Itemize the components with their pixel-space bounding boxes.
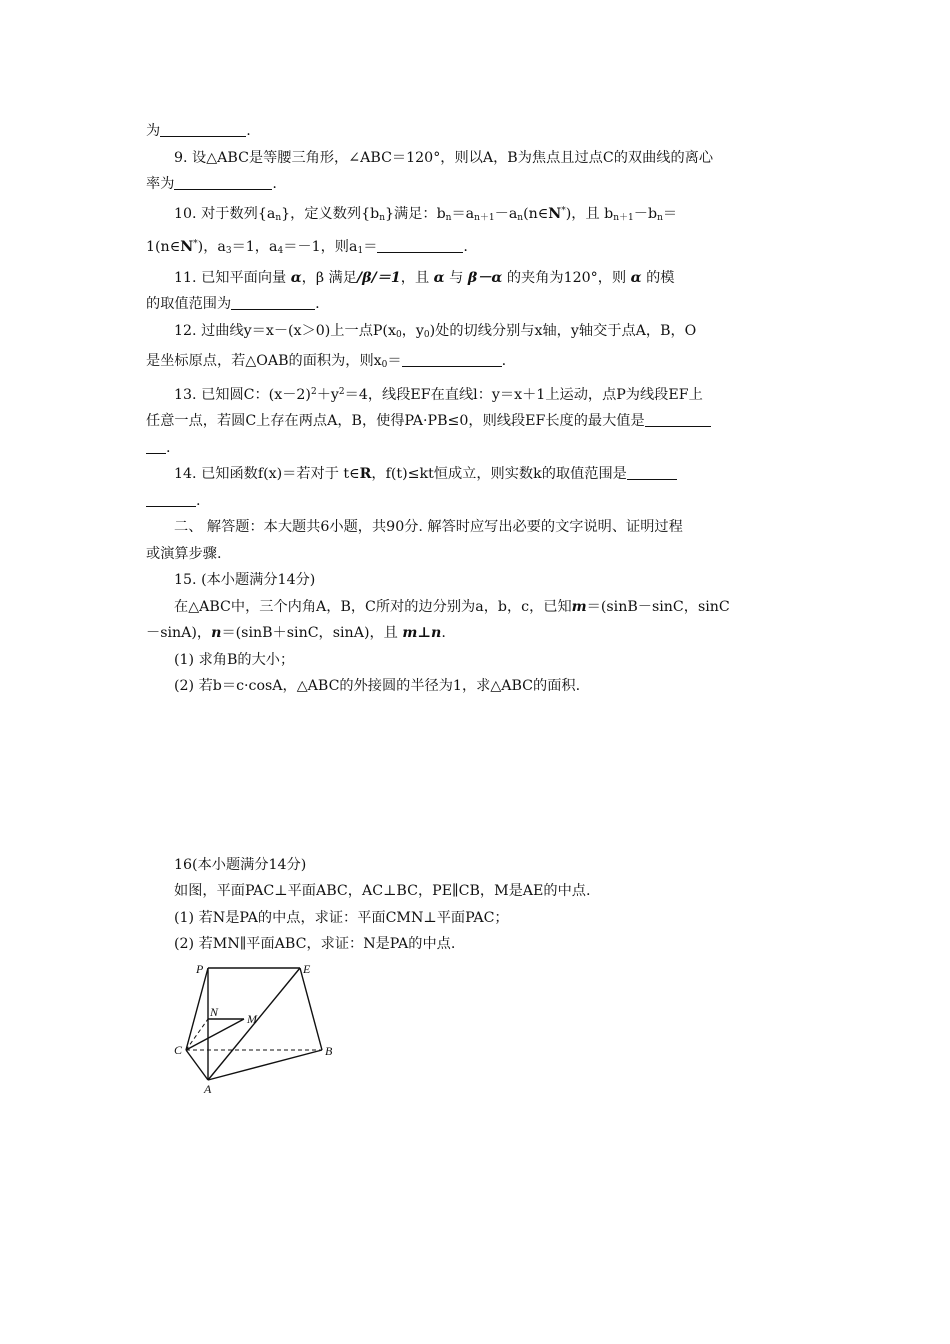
q10-text: ＝－1，则a xyxy=(283,239,358,255)
q10-text: ＝ xyxy=(662,205,678,222)
answer-blank xyxy=(627,465,677,480)
q11-text: 11. 已知平面向量 xyxy=(174,269,291,286)
q13-sup: 2 xyxy=(338,386,345,397)
q12-text: )处的切线分别与x轴，y轴交于点A，B，O xyxy=(429,322,697,339)
q13-text: 13. 已知圆C：(x－2) xyxy=(174,386,311,403)
q10-text: (n∈ xyxy=(523,205,549,222)
q10-sub: n＋1 xyxy=(613,212,634,223)
q14-text: ，f(t)≤kt恒成立，则实数k的取值范围是 xyxy=(371,466,627,482)
question-16-body: 如图，平面PAC⊥平面ABC，AC⊥BC，PE∥CB，M是AE的中点. xyxy=(174,883,591,899)
q15-text: －sinA)， xyxy=(146,625,212,641)
answer-blank xyxy=(146,439,166,454)
q12-sub: 0 xyxy=(423,329,430,340)
q10-sub: n＋1 xyxy=(474,212,495,223)
edge-ca xyxy=(186,1050,208,1080)
question-15-title: 15. (本小题满分14分) xyxy=(174,572,316,588)
section2-line1: 二、 解答题：本大题共6小题，共90分. 解答时应写出必要的文字说明、证明过程 xyxy=(174,519,683,535)
q10-text: }，定义数列{b xyxy=(281,205,380,222)
answer-blank xyxy=(377,238,463,253)
q13-end: . xyxy=(166,439,171,456)
label-b: B xyxy=(325,1043,333,1058)
label-e: E xyxy=(303,961,311,976)
q11-text: 与 xyxy=(444,269,468,286)
q12-sub: 0 xyxy=(395,329,402,340)
question-12 xyxy=(146,318,810,379)
q14-end: . xyxy=(196,492,201,509)
q11-vector-alpha: α xyxy=(433,269,445,286)
q12-end: . xyxy=(501,353,507,369)
q15-perp: m⊥n xyxy=(402,625,442,641)
geometry-figure xyxy=(172,962,352,1098)
question-15-part-1: (1) 求角B的大小； xyxy=(174,651,295,668)
q10-text: －a xyxy=(494,205,518,222)
q15-text: 在△ABC中，三个内角A，B，C所对的边分别为a，b，c，已知 xyxy=(174,598,572,615)
fragment-end: . xyxy=(246,123,251,139)
q10-text: 10. 对于数列{a xyxy=(174,205,276,222)
edge-ab xyxy=(208,1050,322,1080)
q10-sub: 4 xyxy=(277,246,284,256)
question-14 xyxy=(146,461,810,514)
q9-line2: 率为 xyxy=(146,176,175,192)
question-15-part-2: (2) 若b＝c·cosA，△ABC的外接圆的半径为1，求△ABC的面积. xyxy=(174,678,581,694)
label-m: M xyxy=(247,1011,257,1026)
label-p: P xyxy=(196,961,204,976)
q10-end: . xyxy=(463,239,468,255)
q10-text: }满足：b xyxy=(384,205,446,222)
q10-sub: n xyxy=(445,212,452,223)
q15-vector-m: m xyxy=(571,598,587,615)
q10-sub: n xyxy=(275,212,282,223)
q11-vector-diff: β－α xyxy=(467,269,503,286)
q13-sup: 2 xyxy=(310,386,317,397)
q11-norm: /β/＝1 xyxy=(356,269,401,286)
fragment-line xyxy=(146,118,810,145)
q10-sup: * xyxy=(561,205,566,216)
answer-space xyxy=(146,700,810,852)
q10-text: )，且 b xyxy=(565,205,614,222)
q10-sub: n xyxy=(517,212,524,223)
q11-vector-alpha: α xyxy=(630,269,642,286)
q11-text: 的夹角为120°，则 xyxy=(502,269,631,286)
q10-text: ＝ xyxy=(363,239,378,255)
question-11 xyxy=(146,265,810,318)
q9-end: . xyxy=(272,176,277,192)
q10-sub: n xyxy=(657,212,663,223)
q14-text: 14. 已知函数f(x)＝若对于 t∈ xyxy=(174,466,360,482)
section2-line2: 或演算步骤. xyxy=(146,545,222,562)
question-15-body xyxy=(146,594,810,647)
label-a: A xyxy=(204,1081,212,1096)
q10-set-n: N xyxy=(180,239,194,255)
fragment-lead: 为 xyxy=(146,123,161,139)
q11-text: ，β 满足 xyxy=(301,269,357,286)
question-16-title: 16(本小题满分14分) xyxy=(174,856,307,873)
edge-cm xyxy=(186,1019,244,1050)
label-n: N xyxy=(210,1004,219,1019)
q10-sub: 3 xyxy=(225,246,232,256)
q11-end: . xyxy=(315,296,320,312)
edge-cn-hidden xyxy=(186,1019,208,1050)
q13-text: ＋y xyxy=(316,386,339,403)
q13-text: ＝4，线段EF在直线l：y＝x＋1上运动，点P为线段EF上 xyxy=(344,386,703,403)
q15-text: ＝(sinB－sinC，sinC xyxy=(586,598,730,615)
answer-blank xyxy=(160,122,246,137)
edge-pc xyxy=(186,968,208,1050)
q15-vector-n: n xyxy=(211,625,222,641)
question-9 xyxy=(146,145,810,198)
q15-text: ＝(sinB＋sinC，sinA)，且 xyxy=(221,625,403,641)
q11-text: 的模 xyxy=(641,269,675,286)
question-13 xyxy=(146,379,810,462)
q10-set-n: N xyxy=(548,205,562,222)
q11-line2: 的取值范围为 xyxy=(146,296,232,312)
answer-blank xyxy=(231,295,315,310)
answer-blank xyxy=(174,175,272,190)
answer-blank xyxy=(402,352,502,367)
question-16-part-2: (2) 若MN∥平面ABC，求证：N是PA的中点. xyxy=(174,936,456,952)
label-c: C xyxy=(174,1042,183,1057)
question-10 xyxy=(146,198,810,265)
document-page xyxy=(146,118,810,1107)
q10-text: ＝a xyxy=(451,205,475,222)
section-2-heading xyxy=(146,514,810,567)
q10-sup: * xyxy=(193,239,198,249)
edge-eb xyxy=(300,968,322,1050)
q10-sub: 1 xyxy=(357,246,364,256)
q12-sub: 0 xyxy=(381,360,388,370)
q14-set-r: R xyxy=(359,466,372,482)
q11-text: ，且 xyxy=(400,269,434,286)
q10-text: －b xyxy=(633,205,658,222)
q12-text: ，y xyxy=(401,322,424,339)
answer-blank xyxy=(146,492,196,507)
q10-text: )，a xyxy=(197,239,226,255)
q11-vector-alpha: α xyxy=(290,269,302,286)
question-16-part-1: (1) 若N是PA的中点，求证：平面CMN⊥平面PAC； xyxy=(174,909,509,926)
answer-blank xyxy=(645,412,711,427)
q12-text: ＝ xyxy=(387,353,402,369)
q10-text: ＝1，a xyxy=(231,239,278,255)
q15-text: . xyxy=(441,625,446,641)
q12-line2: 是坐标原点，若△OAB的面积为，则x xyxy=(146,353,382,369)
q9-line1: 9. 设△ABC是等腰三角形，∠ABC＝120°，则以A，B为焦点且过点C的双曲线的离心 xyxy=(174,149,714,166)
q10-sub: n xyxy=(379,212,385,223)
q12-text: 12. 过曲线y＝x－(x＞0)上一点P(x xyxy=(174,322,396,339)
q10-text: 1(n∈ xyxy=(146,239,181,255)
q13-line2: 任意一点，若圆C上存在两点A，B，使得PA·PB≤0，则线段EF长度的最大值是 xyxy=(146,413,645,429)
